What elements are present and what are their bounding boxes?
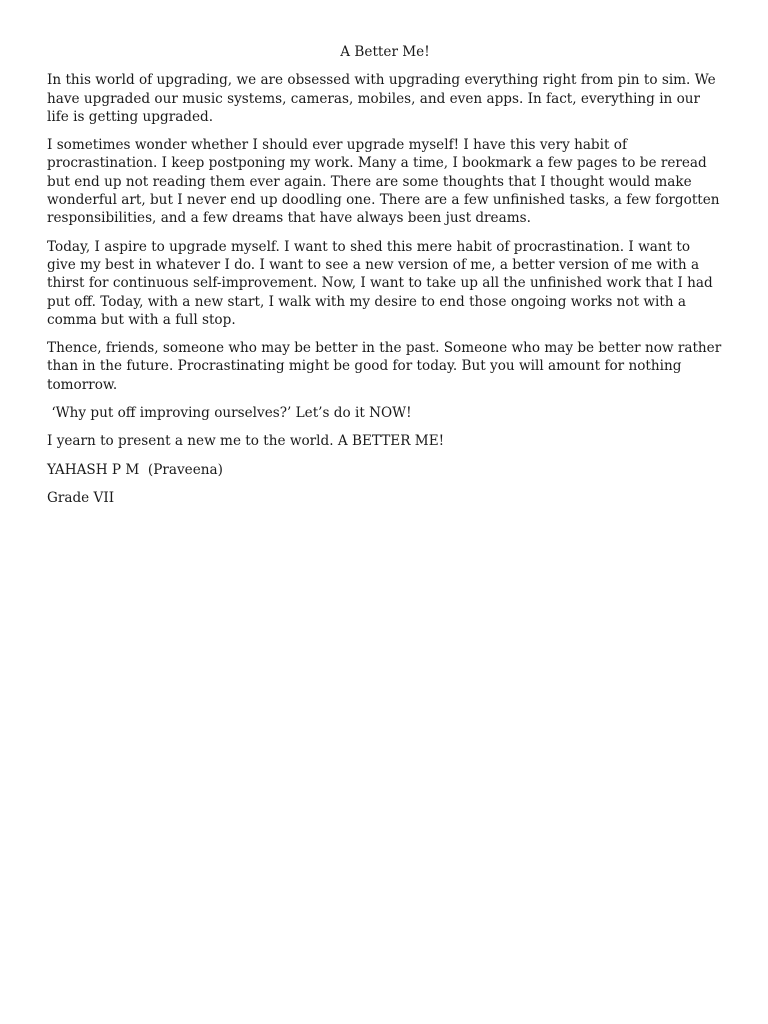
paragraph-quote: ‘Why put off improving ourselves?’ Let’s do it NOW! [47, 405, 412, 422]
author-name: YAHASH P M (Praveena) [47, 461, 223, 478]
paragraph-intro: In this world of upgrading, we are obsessed with upgrading everything right from pin to sim. We have upgraded our music systems, cameras, mobiles, and even apps. In fact, everything in our life is getting upgraded. [47, 72, 716, 125]
document-page [47, 43, 723, 517]
paragraph-friends: Thence, friends, someone who may be better in the past. Someone who may be better now rather than in the future. Procrastinating might be good for today. But you will amount for nothing tomorrow. [47, 340, 722, 393]
paragraph-closing: I yearn to present a new me to the world. A BETTER ME! [47, 433, 445, 450]
paragraph-procrastination: I sometimes wonder whether I should ever upgrade myself! I have this very habit of procrastination. I keep postponing my work. Many a time, I bookmark a few pages to be reread but end up not reading them ever again. There are some thoughts that I thought would make wonderful art, but I never end up doodling one. There are a few unfinished tasks, a few forgotten responsibilities, and a few dreams that have always been just dreams. [47, 137, 720, 227]
author-grade: Grade VII [47, 489, 115, 506]
paragraph-aspiration: Today, I aspire to upgrade myself. I want to shed this mere habit of procrastination. I want to give my best in whatever I do. I want to see a new version of me, a better version of me with a thirst for continuous self-improvement. Now, I want to take up all the unfinished work that I had put off. Today, with a new start, I walk with my desire to end those ongoing works not with a comma but with a full stop. [47, 238, 713, 328]
document-title: A Better Me! [340, 44, 430, 60]
